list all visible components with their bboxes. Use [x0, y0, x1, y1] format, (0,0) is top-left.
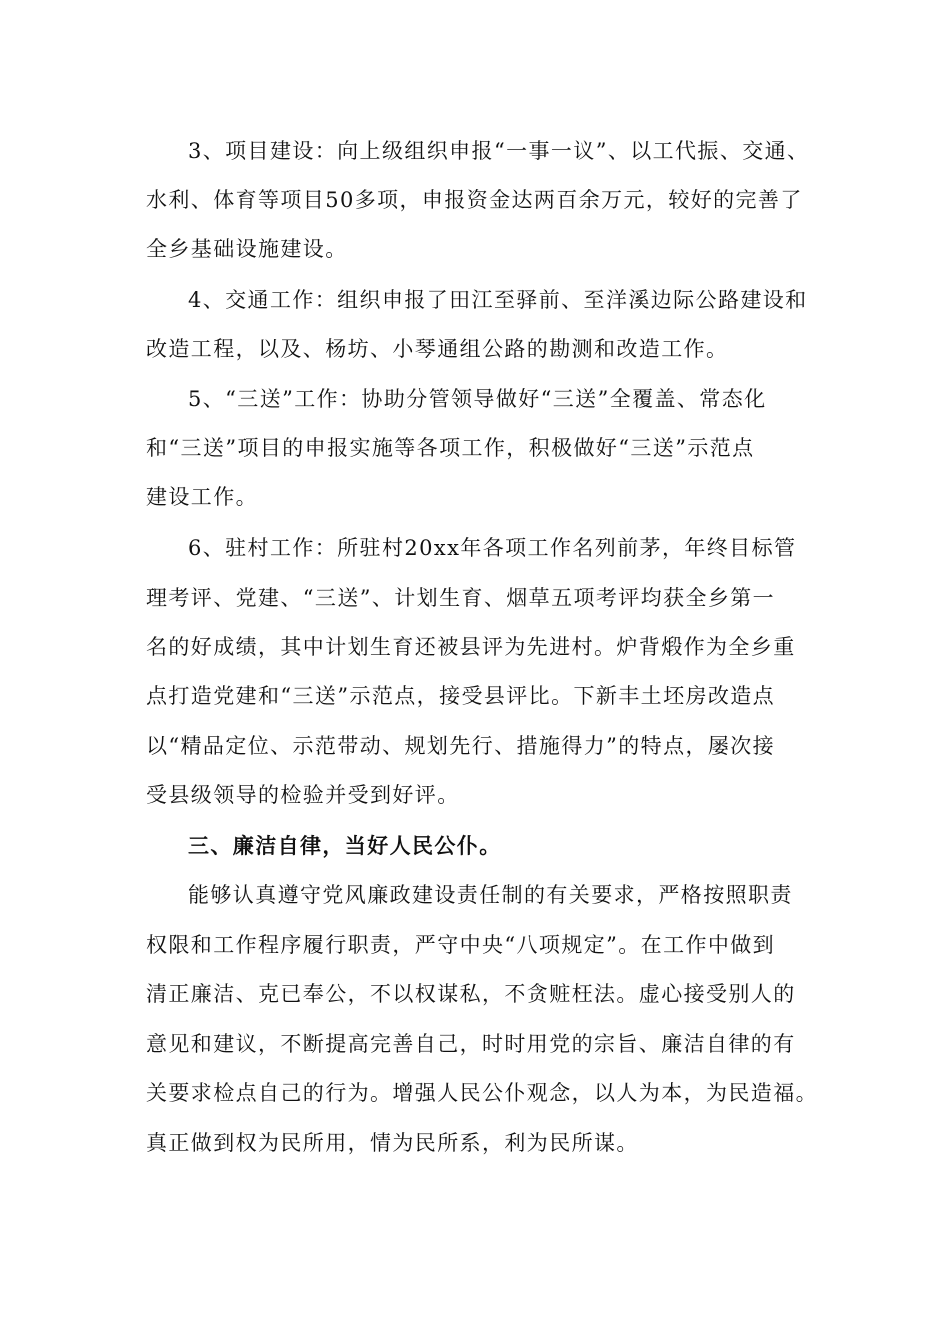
paragraph-3-line-1: 3、项目建设：向上级组织申报“一事一议”、以工代振、交通、 — [188, 139, 810, 163]
paragraph-3-line-3: 全乡基础设施建设。 — [146, 237, 348, 261]
paragraph-6-line-5: 以“精品定位、示范带动、规划先行、措施得力”的特点，屡次接 — [146, 734, 776, 758]
paragraph-6-line-1: 6、驻村工作：所驻村20xx年各项工作名列前茅，年终目标管 — [188, 536, 797, 560]
paragraph-6-line-3: 名的好成绩，其中计划生育还被县评为先进村。炉背煅作为全乡重 — [146, 635, 796, 659]
integrity-paragraph-line-3: 清正廉洁、克已奉公，不以权谋私，不贪赃枉法。虚心接受别人的 — [146, 982, 796, 1006]
section-heading: 三、廉洁自律，当好人民公仆。 — [188, 833, 502, 858]
paragraph-5-line-2: 和“三送”项目的申报实施等各项工作，积极做好“三送”示范点 — [146, 436, 755, 460]
paragraph-4-line-1: 4、交通工作：组织申报了田江至驿前、至洋溪边际公路建设和 — [188, 288, 808, 312]
integrity-paragraph-line-2: 权限和工作程序履行职责，严守中央“八项规定”。在工作中做到 — [146, 933, 776, 957]
paragraph-4-line-2: 改造工程，以及、杨坊、小琴通组公路的勘测和改造工作。 — [146, 337, 729, 361]
paragraph-5-line-3: 建设工作。 — [146, 485, 258, 509]
integrity-paragraph-line-1: 能够认真遵守党风廉政建设责任制的有关要求，严格按照职责 — [188, 883, 793, 907]
integrity-paragraph-line-5: 关要求检点自己的行为。增强人民公仆观念，以人为本，为民造福。 — [146, 1081, 818, 1105]
paragraph-6-line-4: 点打造党建和“三送”示范点，接受县评比。下新丰土坯房改造点 — [146, 684, 776, 708]
paragraph-3-line-2: 水利、体育等项目50多项，申报资金达两百余万元，较好的完善了 — [146, 188, 803, 212]
integrity-paragraph-line-6: 真正做到权为民所用，情为民所系，利为民所谋。 — [146, 1131, 639, 1155]
paragraph-6-line-6: 受县级领导的检验并受到好评。 — [146, 783, 460, 807]
integrity-paragraph-line-4: 意见和建议，不断提高完善自己，时时用党的宗旨、廉洁自律的有 — [146, 1032, 796, 1056]
paragraph-5-line-1: 5、“三送”工作：协助分管领导做好“三送”全覆盖、常态化 — [188, 387, 767, 411]
paragraph-6-line-2: 理考评、党建、“三送”、计划生育、烟草五项考评均获全乡第一 — [146, 586, 776, 610]
